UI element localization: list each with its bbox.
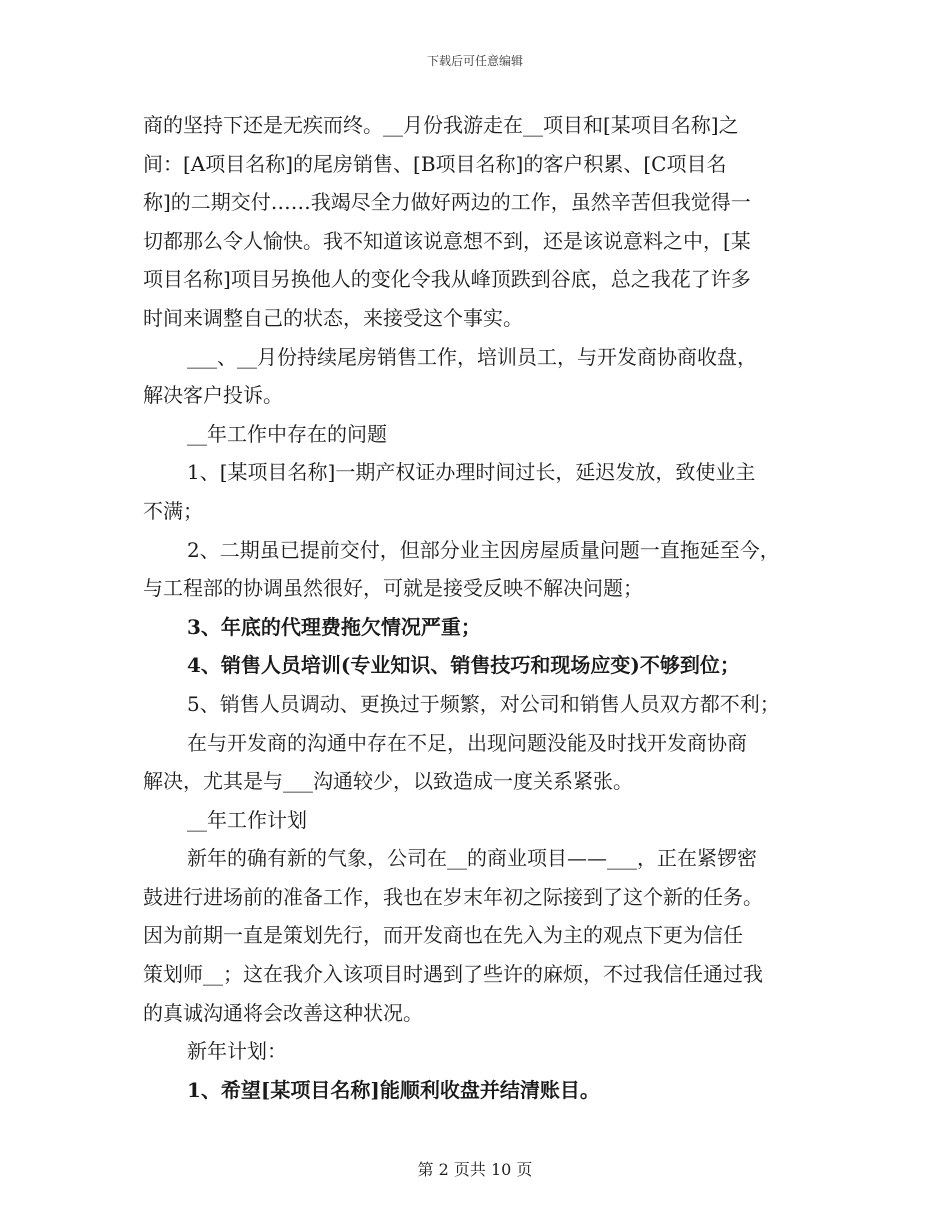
page-number: 第 2 页共 10 页 — [417, 1160, 533, 1179]
text-line: 时间来调整自己的状态，来接受这个事实。 — [143, 305, 523, 330]
paragraph-new-year — [143, 839, 823, 1032]
section-heading-problems — [143, 415, 823, 454]
text-line: 称]的二期交付……我竭尽全力做好两边的工作，虽然辛苦但我觉得一 — [143, 190, 751, 215]
plan-label — [143, 1032, 823, 1071]
plan-item-1 — [143, 1071, 823, 1110]
text-line: 1、[某项目名称]一期产权证办理时间过长，延迟发放，致使业主 — [187, 460, 756, 485]
text-line: 间：[A项目名称]的尾房销售、[B项目名称]的客户积累、[C项目名 — [143, 151, 727, 176]
text-line: 5、销售人员调动、更换过于频繁，对公司和销售人员双方都不利； — [187, 691, 780, 716]
text-line: 策划师__；这在我介入该项目时遇到了些许的麻烦，不过我信任通过我 — [143, 962, 763, 987]
text-line: 项目名称]项目另换他人的变化令我从峰顶跌到谷底，总之我花了许多 — [143, 267, 751, 292]
text-line: 新年计划： — [187, 1039, 287, 1064]
problem-item-5 — [143, 685, 823, 724]
text-line: 2、二期虽已提前交付，但部分业主因房屋质量问题一直拖延至今， — [187, 537, 780, 562]
problem-item-4 — [143, 646, 823, 685]
document-body — [143, 106, 823, 1109]
page-header: 下载后可任意编辑 — [426, 54, 523, 68]
paragraph-communication — [143, 724, 823, 801]
section-heading: __年工作中存在的问题 — [187, 421, 387, 446]
section-heading-plan — [143, 801, 823, 840]
text-line: 4、销售人员培训(专业知识、销售技巧和现场应变)不够到位； — [187, 653, 740, 678]
paragraph-months — [143, 338, 823, 415]
text-line: 1、希望[某项目名称]能顺利收盘并结清账目。 — [187, 1077, 600, 1102]
text-line: 的真诚沟通将会改善这种状况。 — [143, 1000, 423, 1025]
paragraph-intro — [143, 106, 823, 338]
text-line: ___、__月份持续尾房销售工作，培训员工，与开发商协商收盘， — [187, 344, 757, 369]
problem-item-2 — [143, 531, 823, 608]
text-line: 在与开发商的沟通中存在不足，出现问题没能及时找开发商协商 — [187, 730, 747, 755]
text-line: 切都那么令人愉快。我不知道该说意想不到，还是该说意料之中，[某 — [143, 228, 751, 253]
text-line: 3、年底的代理费拖欠情况严重； — [187, 614, 481, 639]
text-line: 与工程部的协调虽然很好，可就是接受反映不解决问题； — [143, 576, 643, 601]
text-line: 解决，尤其是与___沟通较少，以致造成一度关系紧张。 — [143, 769, 633, 794]
text-line: 商的坚持下还是无疾而终。__月份我游走在__项目和[某项目名称]之 — [143, 113, 739, 137]
text-line: 鼓进行进场前的准备工作，我也在岁末年初之际接到了这个新的任务。 — [143, 884, 763, 909]
text-line: 新年的确有新的气象，公司在__的商业项目——___，正在紧锣密 — [187, 846, 757, 871]
problem-item-3 — [143, 608, 823, 647]
problem-item-1 — [143, 453, 823, 530]
text-line: 解决客户投诉。 — [143, 383, 283, 408]
text-line: 因为前期一直是策划先行，而开发商也在先入为主的观点下更为信任 — [143, 923, 743, 948]
section-heading: __年工作计划 — [187, 807, 307, 832]
text-line: 不满； — [143, 498, 203, 523]
